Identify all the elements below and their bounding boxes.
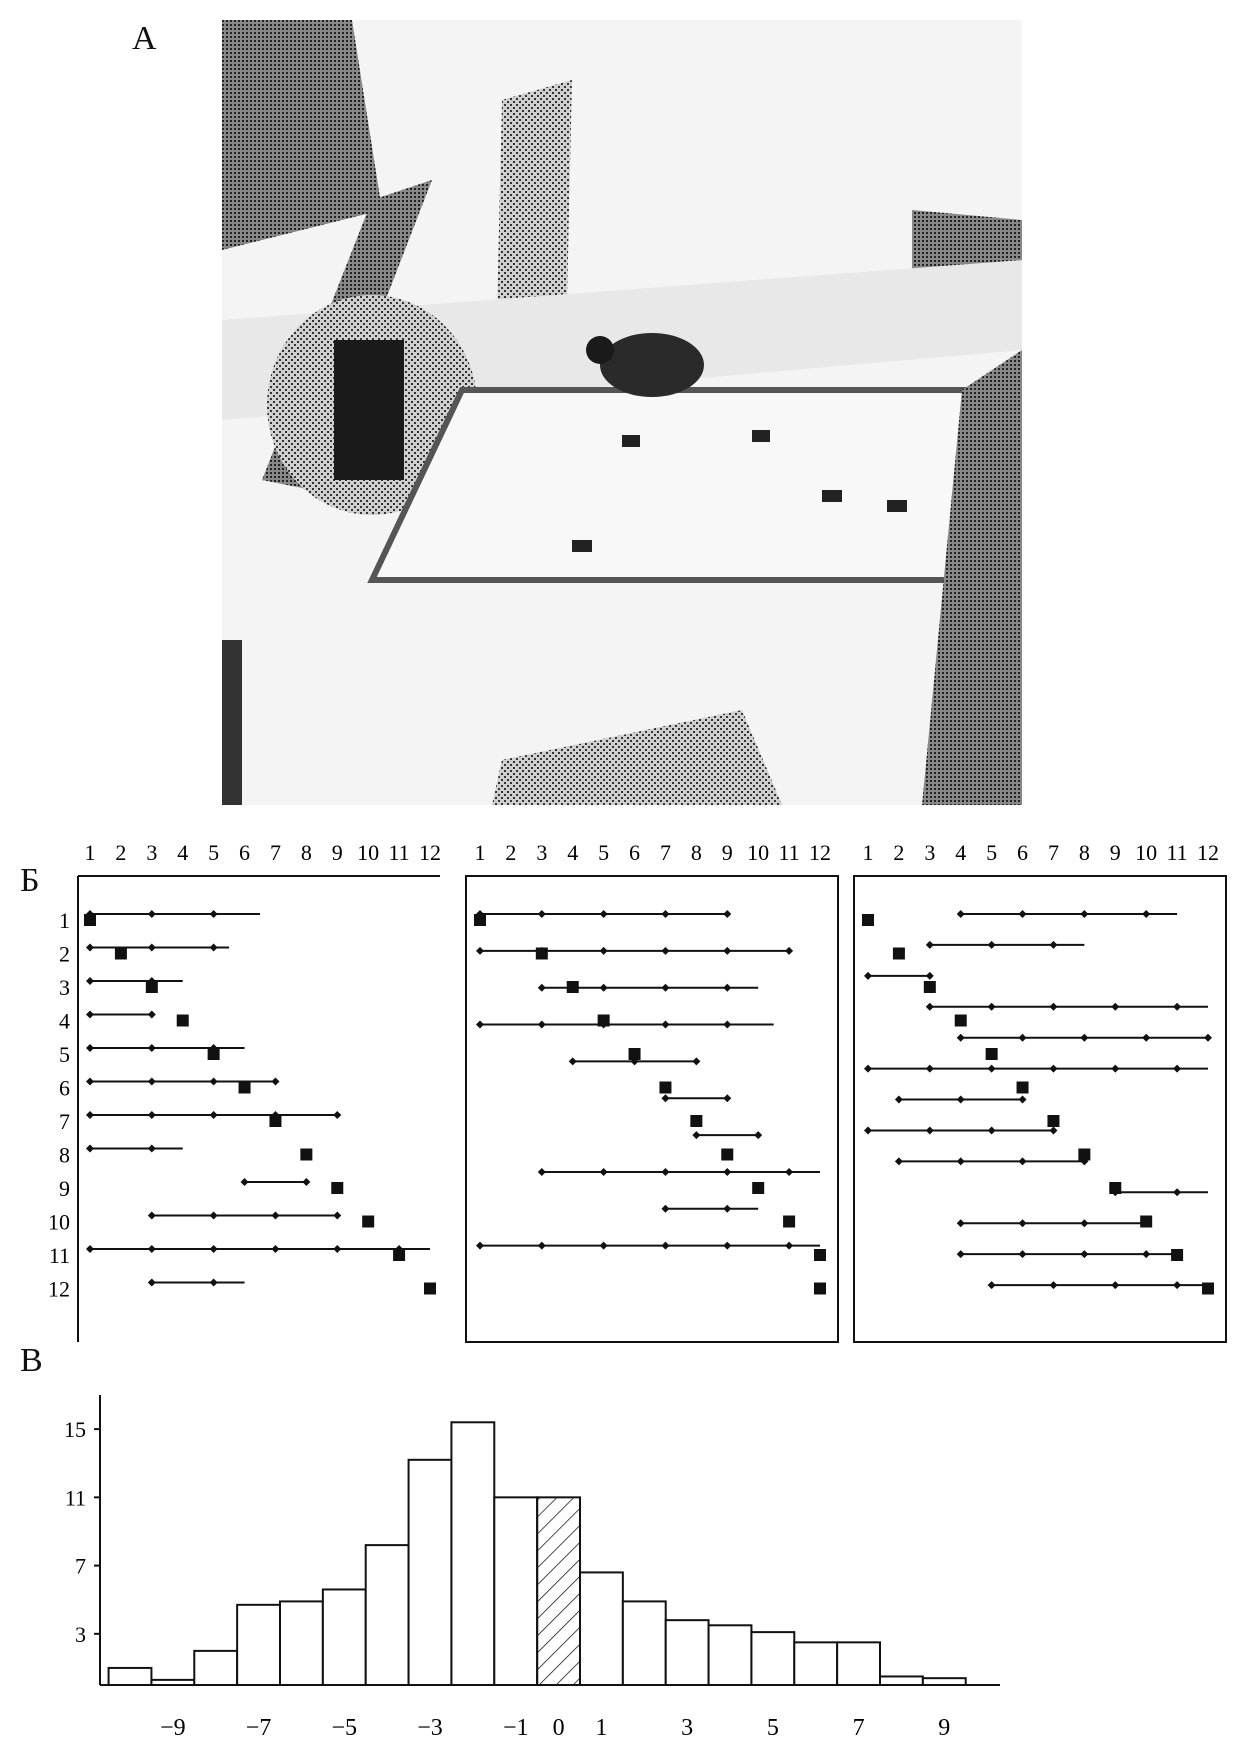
tick-label: 11 — [1166, 840, 1188, 865]
histogram-bar — [194, 1651, 237, 1685]
path-point — [957, 1034, 965, 1042]
goal-square — [955, 1015, 967, 1027]
goal-square — [1140, 1216, 1152, 1228]
path-point — [1142, 1250, 1150, 1258]
path-point — [1019, 1157, 1027, 1165]
path-point — [148, 1011, 156, 1019]
row-label: 7 — [59, 1109, 70, 1134]
path-point — [538, 1021, 546, 1029]
tick-label: 3 — [924, 840, 936, 865]
path-point — [1080, 1034, 1088, 1042]
path-point — [148, 1078, 156, 1086]
path-point — [723, 1094, 731, 1102]
tick-label: 5 — [986, 840, 998, 865]
histogram-bar — [751, 1632, 794, 1685]
path-point — [302, 1178, 310, 1186]
tick-label: 9 — [721, 840, 733, 865]
path-point — [148, 1279, 156, 1287]
x-tick-label: 1 — [595, 1715, 608, 1741]
path-point — [661, 1021, 669, 1029]
path-point — [476, 947, 484, 955]
path-point — [1019, 1034, 1027, 1042]
tick-label: 6 — [239, 840, 251, 865]
histogram-bar — [451, 1422, 494, 1685]
tick-label: 8 — [690, 840, 702, 865]
path-point — [148, 1145, 156, 1153]
path-point — [1204, 1034, 1212, 1042]
path-point — [210, 1279, 218, 1287]
path-point — [333, 1245, 341, 1253]
x-tick-label: −7 — [245, 1715, 272, 1741]
trial-paths-panel — [0, 820, 1234, 1360]
path-point — [988, 941, 996, 949]
histogram-bar — [409, 1460, 452, 1685]
panel-label-a: А — [132, 20, 157, 57]
histogram-bar — [280, 1601, 323, 1685]
path-point — [600, 1168, 608, 1176]
path-point — [271, 1212, 279, 1220]
path-point — [600, 984, 608, 992]
x-tick-label: 0 — [552, 1715, 565, 1741]
goal-square — [1171, 1249, 1183, 1261]
path-point — [926, 1126, 934, 1134]
path-point — [692, 1057, 700, 1065]
histogram-bar — [794, 1642, 837, 1685]
goal-square — [331, 1182, 343, 1194]
row-label: 11 — [48, 1243, 70, 1268]
histogram-bar — [623, 1601, 666, 1685]
path-point — [723, 1205, 731, 1213]
path-point — [988, 1065, 996, 1073]
bird-icon — [600, 333, 704, 397]
row-label: 3 — [59, 975, 70, 1000]
goal-square — [752, 1182, 764, 1194]
goal-square — [721, 1149, 733, 1161]
goal-square — [115, 948, 127, 960]
path-point — [988, 1126, 996, 1134]
path-point — [661, 947, 669, 955]
x-tick-label: −5 — [331, 1715, 358, 1741]
tick-label: 8 — [300, 840, 312, 865]
goal-square — [814, 1283, 826, 1295]
path-point — [538, 984, 546, 992]
x-tick-label: −3 — [417, 1715, 443, 1741]
row-label: 5 — [59, 1042, 70, 1067]
path-point — [864, 1065, 872, 1073]
path-point — [210, 1212, 218, 1220]
path-point — [723, 1021, 731, 1029]
path-point — [785, 1242, 793, 1250]
path-point — [210, 910, 218, 918]
path-point — [988, 1003, 996, 1011]
tick-label: 11 — [778, 840, 800, 865]
path-point — [957, 1096, 965, 1104]
goal-square — [84, 914, 96, 926]
goal-square — [1047, 1115, 1059, 1127]
goal-square — [146, 981, 158, 993]
y-tick-label: 15 — [64, 1417, 86, 1443]
path-point — [864, 1126, 872, 1134]
chart-frame — [466, 876, 838, 1342]
goal-square — [269, 1115, 281, 1127]
path-point — [723, 984, 731, 992]
tick-label: 4 — [567, 840, 579, 865]
tick-label: 2 — [893, 840, 905, 865]
path-point — [661, 984, 669, 992]
path-point — [86, 1145, 94, 1153]
path-point — [86, 1078, 94, 1086]
goal-square — [1109, 1182, 1121, 1194]
path-point — [569, 1057, 577, 1065]
goal-square — [783, 1216, 795, 1228]
path-point — [538, 910, 546, 918]
path-point — [1049, 941, 1057, 949]
path-point — [1019, 1096, 1027, 1104]
goal-square — [362, 1216, 374, 1228]
tick-label: 3 — [146, 840, 158, 865]
tick-label: 12 — [809, 840, 831, 865]
histogram-bar — [109, 1668, 152, 1685]
path-point — [600, 1242, 608, 1250]
path-point — [210, 1245, 218, 1253]
path-point — [148, 910, 156, 918]
path-point — [148, 1212, 156, 1220]
goal-square — [424, 1283, 436, 1295]
tick-label: 2 — [115, 840, 127, 865]
histogram-bar — [237, 1605, 280, 1685]
path-point — [661, 1168, 669, 1176]
goal-square — [986, 1048, 998, 1060]
path-point — [661, 1205, 669, 1213]
path-point — [148, 944, 156, 952]
path-point — [148, 1111, 156, 1119]
path-point — [210, 1078, 218, 1086]
path-point — [1049, 1126, 1057, 1134]
x-tick-label: 3 — [681, 1715, 694, 1741]
path-point — [86, 1111, 94, 1119]
goal-square — [893, 948, 905, 960]
path-point — [723, 1168, 731, 1176]
path-point — [1173, 1188, 1181, 1196]
row-label: 2 — [59, 941, 70, 967]
path-point — [600, 947, 608, 955]
path-point — [148, 1245, 156, 1253]
histogram-bar — [837, 1642, 880, 1685]
tick-label: 4 — [177, 840, 189, 865]
goal-square — [300, 1149, 312, 1161]
path-point — [723, 1242, 731, 1250]
path-point — [241, 1178, 249, 1186]
path-point — [661, 1094, 669, 1102]
path-point — [926, 941, 934, 949]
histogram-chart — [0, 1375, 1234, 1759]
tick-label: 6 — [1017, 840, 1029, 865]
tick-label: 2 — [505, 840, 517, 865]
path-point — [1019, 1250, 1027, 1258]
path-point — [476, 1242, 484, 1250]
histogram-bar — [880, 1676, 923, 1685]
goal-square — [474, 914, 486, 926]
path-point — [661, 910, 669, 918]
path-point — [754, 1131, 762, 1139]
path-point — [86, 1044, 94, 1052]
goal-square — [924, 981, 936, 993]
path-point — [957, 1157, 965, 1165]
tick-label: 10 — [747, 840, 770, 865]
tick-label: 11 — [388, 840, 410, 865]
tick-label: 10 — [1135, 840, 1158, 865]
path-point — [86, 1011, 94, 1019]
path-point — [1080, 910, 1088, 918]
path-point — [895, 1096, 903, 1104]
path-point — [1049, 1281, 1057, 1289]
path-point — [86, 1245, 94, 1253]
row-label: 10 — [48, 1209, 70, 1235]
window-center — [497, 80, 572, 310]
path-point — [1019, 910, 1027, 918]
goal-square — [1078, 1149, 1090, 1161]
path-point — [723, 910, 731, 918]
bird-in-arena-photo — [222, 20, 1022, 805]
path-point — [1049, 1065, 1057, 1073]
path-point — [1173, 1281, 1181, 1289]
path-point — [476, 1021, 484, 1029]
path-point — [1049, 1003, 1057, 1011]
path-point — [785, 1168, 793, 1176]
goal-square — [536, 948, 548, 960]
path-point — [926, 1065, 934, 1073]
path-point — [148, 1044, 156, 1052]
goal-square — [598, 1015, 610, 1027]
trial-chart-left — [48, 840, 441, 1342]
path-point — [333, 1111, 341, 1119]
goal-square — [177, 1015, 189, 1027]
tick-label: 1 — [474, 840, 486, 865]
goal-square — [208, 1048, 220, 1060]
x-tick-label: −1 — [502, 1715, 529, 1741]
goal-square — [814, 1249, 826, 1261]
tick-label: 10 — [357, 840, 380, 865]
histogram-bar — [151, 1680, 194, 1685]
path-point — [957, 1219, 965, 1227]
path-point — [333, 1212, 341, 1220]
tick-label: 9 — [331, 840, 343, 865]
tick-label: 8 — [1078, 840, 1090, 865]
x-tick-label: 7 — [852, 1715, 865, 1741]
tick-label: 7 — [269, 840, 281, 865]
path-point — [926, 1003, 934, 1011]
histogram-bar — [494, 1497, 537, 1685]
path-point — [86, 944, 94, 952]
row-label: 12 — [48, 1276, 70, 1302]
highlighted-bar — [537, 1497, 580, 1685]
path-point — [692, 1131, 700, 1139]
path-point — [538, 1168, 546, 1176]
arena-platform — [372, 390, 1022, 580]
path-point — [1080, 1219, 1088, 1227]
histogram-bar — [923, 1678, 966, 1685]
x-tick-label: 9 — [938, 1715, 951, 1741]
histogram-bar — [580, 1572, 623, 1685]
path-point — [988, 1281, 996, 1289]
path-point — [538, 1242, 546, 1250]
tick-label: 6 — [629, 840, 641, 865]
row-label: 4 — [59, 1008, 70, 1034]
path-point — [271, 1245, 279, 1253]
y-tick-label: 11 — [64, 1485, 86, 1511]
path-point — [1142, 1034, 1150, 1042]
row-label: 6 — [59, 1075, 70, 1101]
y-tick-label: 7 — [75, 1553, 86, 1579]
path-point — [1111, 1003, 1119, 1011]
path-point — [1080, 1250, 1088, 1258]
tick-label: 3 — [536, 840, 548, 865]
path-point — [210, 944, 218, 952]
panel-label-b: Б — [20, 862, 40, 899]
tick-label: 5 — [208, 840, 220, 865]
path-point — [926, 972, 934, 980]
path-point — [895, 1157, 903, 1165]
path-point — [661, 1242, 669, 1250]
path-point — [271, 1078, 279, 1086]
path-point — [86, 977, 94, 985]
goal-square — [239, 1082, 251, 1094]
tick-label: 1 — [862, 840, 874, 865]
goal-square — [1202, 1283, 1214, 1295]
goal-square — [629, 1048, 641, 1060]
path-point — [1173, 1003, 1181, 1011]
path-point — [1019, 1219, 1027, 1227]
tick-label: 7 — [659, 840, 671, 865]
tick-label: 12 — [419, 840, 441, 865]
y-tick-label: 3 — [75, 1621, 86, 1647]
path-point — [1111, 1281, 1119, 1289]
tick-label: 12 — [1197, 840, 1219, 865]
tick-label: 9 — [1109, 840, 1121, 865]
path-point — [1111, 1065, 1119, 1073]
row-label: 9 — [59, 1176, 70, 1201]
goal-square — [690, 1115, 702, 1127]
path-point — [600, 910, 608, 918]
goal-square — [659, 1082, 671, 1094]
goal-square — [1017, 1082, 1029, 1094]
histogram-bar — [366, 1545, 409, 1685]
trial-chart-right — [854, 840, 1226, 1342]
x-tick-label: 5 — [766, 1715, 779, 1741]
path-point — [957, 1250, 965, 1258]
path-point — [1173, 1065, 1181, 1073]
path-point — [210, 1111, 218, 1119]
path-point — [864, 972, 872, 980]
tick-label: 4 — [955, 840, 967, 865]
path-point — [957, 910, 965, 918]
path-point — [723, 947, 731, 955]
panel-label-v: В — [20, 1342, 43, 1379]
path-point — [1142, 910, 1150, 918]
histogram-bar — [709, 1625, 752, 1685]
tick-label: 7 — [1047, 840, 1059, 865]
goal-square — [567, 981, 579, 993]
row-label: 8 — [59, 1142, 70, 1168]
goal-square — [393, 1249, 405, 1261]
goal-square — [862, 914, 874, 926]
trial-chart-middle — [466, 840, 838, 1342]
x-tick-label: −9 — [160, 1715, 186, 1741]
path-point — [785, 947, 793, 955]
histogram-bar — [666, 1620, 709, 1685]
histogram-bar — [323, 1589, 366, 1685]
tick-label: 5 — [598, 840, 610, 865]
row-label: 1 — [59, 908, 70, 933]
tick-label: 1 — [84, 840, 96, 865]
